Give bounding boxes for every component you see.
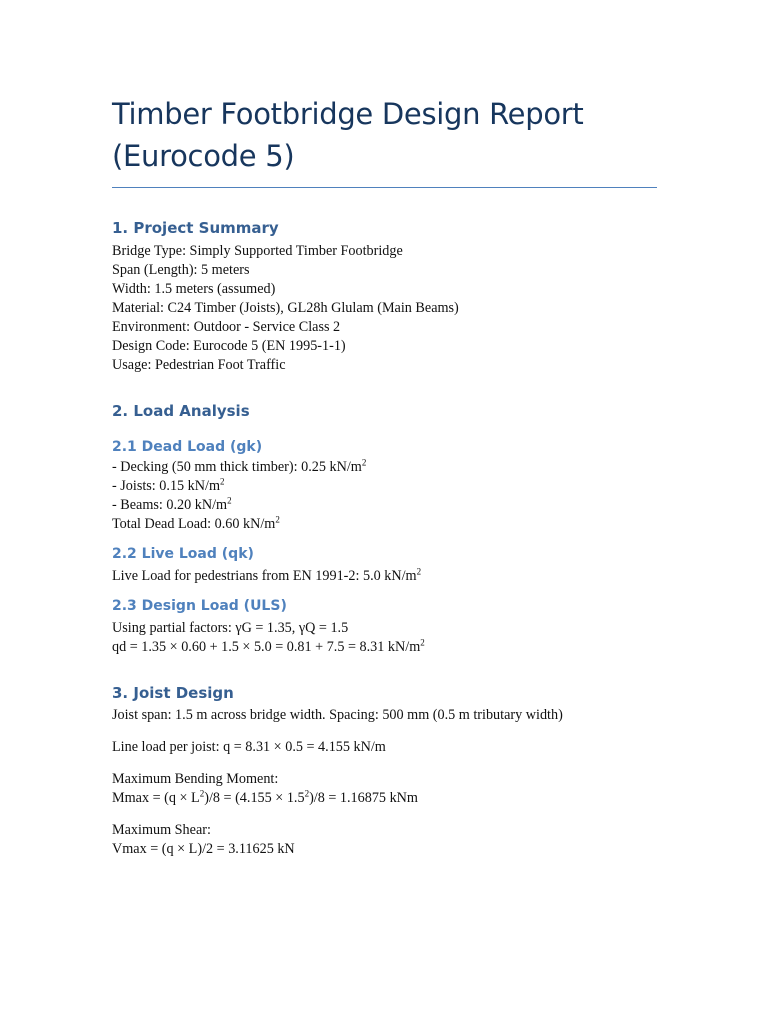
summary-bridge-type: Bridge Type: Simply Supported Timber Footbridge (112, 243, 403, 259)
dead-load-joists: - Joists: 0.15 $kN/m^2$ (112, 476, 225, 494)
shear-equation: Vmax = (q × L)/2 = 3.11625 kN (112, 841, 295, 857)
bending-moment-equation: $Mmax = (q \times L^2)/8 = (4.155 \times 1.5^2)/8 = 1.16875$ kNm (112, 788, 418, 806)
summary-usage: Usage: Pedestrian Foot Traffic (112, 357, 286, 373)
section-joist-design-heading: 3. Joist Design (112, 684, 234, 702)
dead-load-beams: - Beams: 0.20 $kN/m^2$ (112, 495, 232, 513)
live-load-heading: 2.2 Live Load (qk) (112, 546, 254, 562)
summary-width: Width: 1.5 meters (assumed) (112, 281, 276, 297)
report-title-line-1: Timber Footbridge Design Report (112, 97, 584, 131)
dead-load-heading: 2.1 Dead Load (gk) (112, 439, 263, 455)
dead-load-body (112, 458, 657, 534)
report-title-line-2: (Eurocode 5) (112, 139, 295, 173)
document-page (112, 93, 657, 859)
section-load-analysis-heading: 2. Load Analysis (112, 402, 250, 420)
live-load-value: Live Load for pedestrians from EN 1991-2: 5.0 $kN/m^2$ (112, 566, 422, 584)
design-load-partial-factors: Using partial factors: γG = 1.35, γQ = 1.5 (112, 620, 349, 636)
summary-design-code: Design Code: Eurocode 5 (EN 1995-1-1) (112, 338, 346, 354)
report-title (112, 93, 657, 188)
live-load-body (112, 567, 657, 586)
joist-span: Joist span: 1.5 m across bridge width. Spacing: 500 mm (0.5 m tributary width) (112, 707, 563, 723)
design-load-heading: 2.3 Design Load (ULS) (112, 598, 287, 614)
shear-label: Maximum Shear: (112, 822, 211, 838)
section-project-summary-heading: 1. Project Summary (112, 219, 279, 237)
dead-load-decking: - Decking (50 mm thick timber): 0.25 $kN/m^2$ (112, 457, 367, 475)
summary-environment: Environment: Outdoor - Service Class 2 (112, 319, 341, 335)
design-load-equation: qd = 1.35 × 0.60 + 1.5 × 5.0 = 0.81 + 7.5 = 8.31 $kN/m^2$ (112, 637, 425, 655)
design-load-body (112, 619, 657, 657)
summary-span: Span (Length): 5 meters (112, 262, 250, 278)
bending-moment-label: Maximum Bending Moment: (112, 771, 279, 787)
project-summary-body (112, 242, 657, 375)
dead-load-total: Total Dead Load: 0.60 $kN/m^2$ (112, 514, 280, 532)
summary-material: Material: C24 Timber (Joists), GL28h Glulam (Main Beams) (112, 300, 459, 316)
joist-line-load: Line load per joist: q = 8.31 × 0.5 = 4.155 kN/m (112, 739, 386, 755)
joist-design-body (112, 706, 657, 859)
